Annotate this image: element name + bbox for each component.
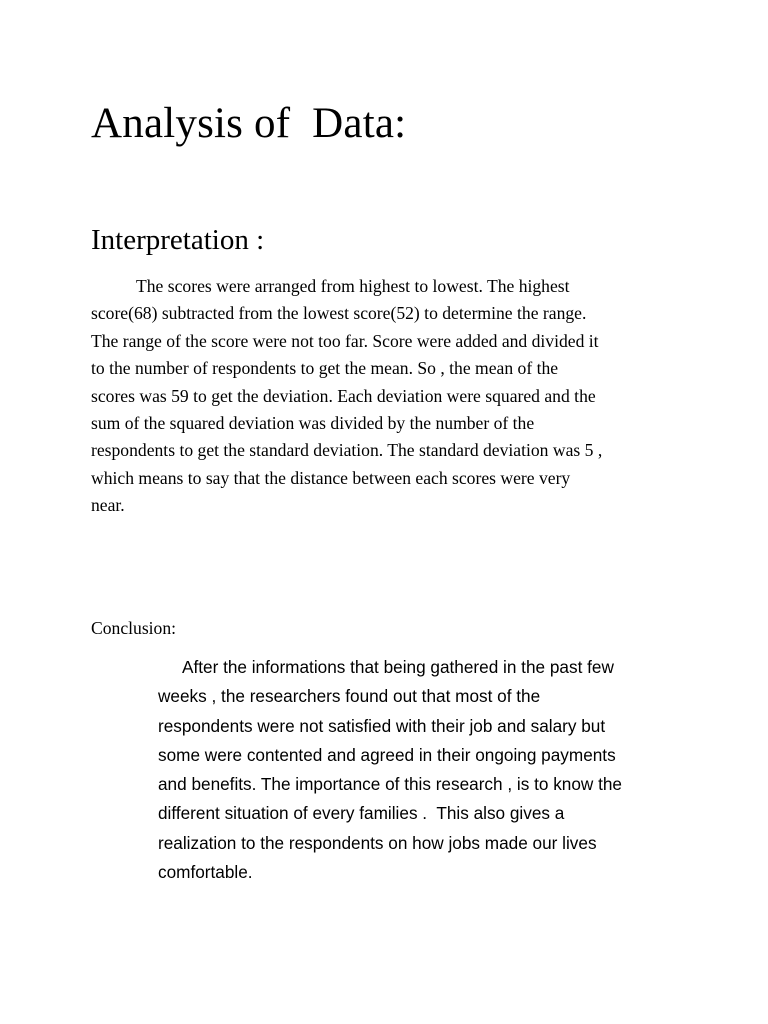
paragraph-line: comfortable. (158, 862, 253, 883)
conclusion-heading: Conclusion: (91, 618, 177, 638)
interpretation-paragraph (91, 273, 691, 520)
paragraph-line: score(68) subtracted from the lowest score(52) to determine the range. (91, 303, 587, 324)
conclusion-paragraph (158, 653, 698, 887)
paragraph-line: some were contented and agreed in their ongoing payments (158, 744, 616, 765)
paragraph-line: After the informations that being gathered in the past few (182, 657, 614, 677)
paragraph-line: The scores were arranged from highest to lowest. The highest (136, 276, 570, 296)
page-title: Analysis of Data: (91, 100, 407, 147)
paragraph-line: and benefits. The importance of this research , is to know the (158, 774, 622, 795)
paragraph-line: which means to say that the distance between each scores were very (91, 467, 571, 488)
paragraph-line: weeks , the researchers found out that most of the (158, 686, 541, 707)
interpretation-heading: Interpretation : (91, 224, 265, 256)
paragraph-line: The range of the score were not too far. Score were added and divided it (91, 330, 599, 351)
paragraph-line: sum of the squared deviation was divided by the number of the (91, 413, 535, 434)
paragraph-line: scores was 59 to get the deviation. Each deviation were squared and the (91, 385, 596, 406)
paragraph-line: realization to the respondents on how jobs made our lives (158, 832, 597, 853)
paragraph-line: respondents were not satisfied with their job and salary but (158, 715, 606, 736)
paragraph-line: different situation of every families . This also gives a (158, 803, 565, 824)
paragraph-line: respondents to get the standard deviation. The standard deviation was 5 , (91, 440, 603, 461)
paragraph-line: near. (91, 495, 125, 516)
paragraph-line: to the number of respondents to get the mean. So , the mean of the (91, 358, 559, 379)
